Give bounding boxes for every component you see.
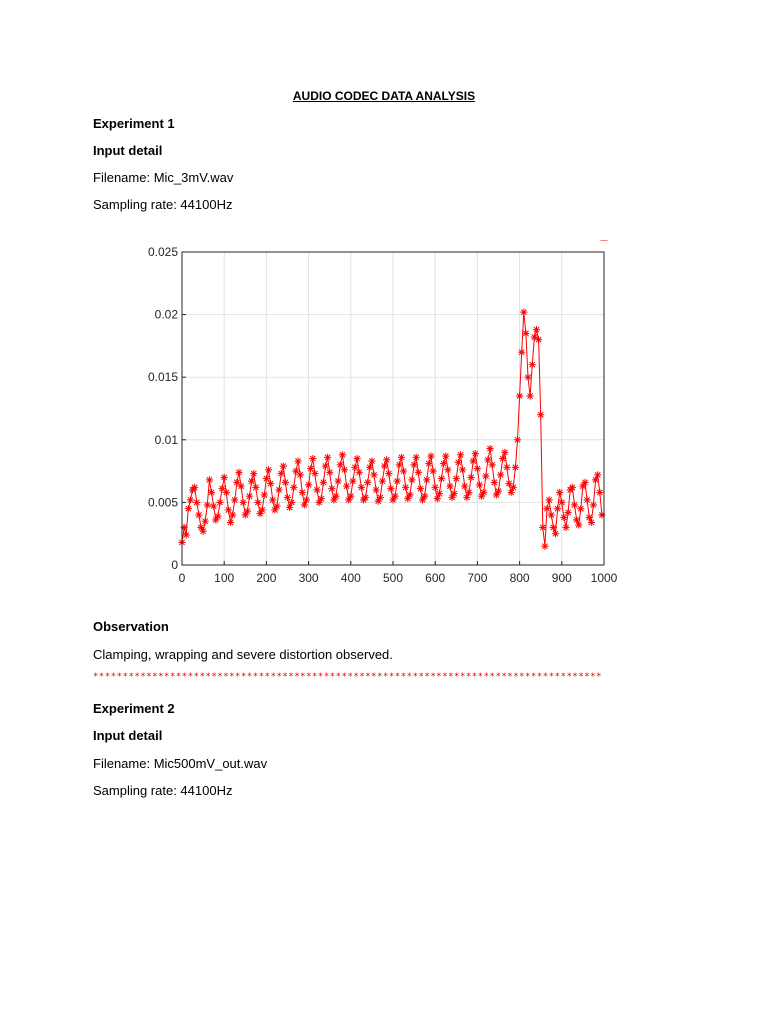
data-point bbox=[524, 374, 531, 381]
data-point bbox=[225, 506, 232, 513]
observation-heading: Observation bbox=[93, 619, 169, 634]
x-tick-label: 300 bbox=[298, 571, 319, 585]
data-point bbox=[499, 455, 506, 462]
data-point bbox=[383, 456, 390, 463]
data-point bbox=[436, 490, 443, 497]
data-point bbox=[411, 461, 418, 468]
experiment-1-heading: Experiment 1 bbox=[93, 116, 175, 131]
data-point bbox=[200, 528, 207, 535]
x-tick-label: 500 bbox=[382, 571, 404, 585]
data-point bbox=[328, 485, 335, 492]
data-point bbox=[187, 496, 194, 503]
x-tick-label: 400 bbox=[340, 571, 361, 585]
data-point bbox=[491, 479, 498, 486]
data-point bbox=[482, 473, 489, 480]
data-point bbox=[594, 471, 601, 478]
data-point bbox=[313, 486, 320, 493]
data-point bbox=[347, 493, 354, 500]
data-point bbox=[554, 505, 561, 512]
data-point bbox=[364, 479, 371, 486]
data-point bbox=[417, 485, 424, 492]
data-point bbox=[425, 460, 432, 467]
data-point bbox=[307, 465, 314, 472]
data-point bbox=[546, 496, 553, 503]
data-point bbox=[516, 392, 523, 399]
data-point bbox=[440, 460, 447, 467]
data-point bbox=[297, 471, 304, 478]
data-point bbox=[541, 543, 548, 550]
data-point bbox=[267, 480, 274, 487]
data-point bbox=[351, 464, 358, 471]
data-point bbox=[223, 489, 230, 496]
data-point bbox=[453, 475, 460, 482]
data-point bbox=[558, 499, 565, 506]
data-point bbox=[518, 349, 525, 356]
data-point bbox=[278, 470, 285, 477]
data-point bbox=[240, 499, 247, 506]
data-point bbox=[337, 461, 344, 468]
x-tick-label: 900 bbox=[551, 571, 572, 585]
data-point bbox=[322, 462, 329, 469]
data-point bbox=[565, 509, 572, 516]
data-point bbox=[476, 481, 483, 488]
data-point bbox=[183, 531, 190, 538]
data-point bbox=[191, 484, 198, 491]
data-point bbox=[387, 485, 394, 492]
data-point bbox=[408, 476, 415, 483]
data-point bbox=[335, 478, 342, 485]
data-point bbox=[432, 484, 439, 491]
y-tick-label: 0.01 bbox=[154, 432, 178, 447]
experiment-2-input-heading: Input detail bbox=[93, 728, 163, 743]
data-point bbox=[529, 361, 536, 368]
data-point bbox=[535, 336, 542, 343]
data-point bbox=[206, 476, 213, 483]
data-point bbox=[501, 449, 508, 456]
data-point bbox=[472, 450, 479, 457]
data-point bbox=[539, 524, 546, 531]
data-point bbox=[379, 478, 386, 485]
data-point bbox=[556, 489, 563, 496]
data-point bbox=[520, 308, 527, 315]
data-point bbox=[489, 461, 496, 468]
data-point bbox=[261, 491, 268, 498]
x-tick-label: 200 bbox=[256, 571, 277, 585]
data-point bbox=[577, 505, 584, 512]
data-point bbox=[512, 464, 519, 471]
data-point bbox=[204, 501, 211, 508]
data-point bbox=[394, 478, 401, 485]
data-point bbox=[237, 483, 244, 490]
data-point bbox=[429, 468, 436, 475]
data-point bbox=[588, 519, 595, 526]
data-point bbox=[381, 462, 388, 469]
data-point bbox=[503, 464, 510, 471]
data-point bbox=[299, 489, 306, 496]
y-tick-label: 0.005 bbox=[147, 495, 178, 510]
data-point bbox=[208, 489, 215, 496]
data-point bbox=[244, 508, 251, 515]
data-point bbox=[250, 470, 257, 477]
data-point bbox=[438, 475, 445, 482]
data-point bbox=[442, 452, 449, 459]
x-tick-label: 1000 bbox=[590, 571, 618, 585]
data-point bbox=[484, 456, 491, 463]
data-point bbox=[459, 466, 466, 473]
data-point bbox=[288, 499, 295, 506]
data-point bbox=[305, 481, 312, 488]
y-tick-label: 0.025 bbox=[147, 245, 178, 259]
data-point bbox=[320, 479, 327, 486]
data-point bbox=[398, 454, 405, 461]
data-point bbox=[366, 464, 373, 471]
data-point bbox=[343, 483, 350, 490]
data-point bbox=[284, 494, 291, 501]
data-point bbox=[467, 474, 474, 481]
data-point bbox=[280, 462, 287, 469]
y-tick-label: 0.02 bbox=[154, 307, 178, 322]
data-point bbox=[465, 489, 472, 496]
data-point bbox=[273, 503, 280, 510]
signal-chart bbox=[140, 240, 630, 590]
data-point bbox=[373, 486, 380, 493]
data-point bbox=[596, 489, 603, 496]
data-point bbox=[349, 478, 356, 485]
data-point bbox=[497, 471, 504, 478]
data-point bbox=[400, 468, 407, 475]
data-point bbox=[248, 478, 255, 485]
data-point bbox=[290, 484, 297, 491]
data-point bbox=[461, 483, 468, 490]
data-point bbox=[246, 493, 253, 500]
data-point bbox=[543, 505, 550, 512]
data-point bbox=[269, 496, 276, 503]
data-point bbox=[569, 484, 576, 491]
data-point bbox=[210, 503, 217, 510]
experiment-1-filename: Filename: Mic_3mV.wav bbox=[93, 170, 234, 185]
data-point bbox=[455, 459, 462, 466]
data-point bbox=[421, 493, 428, 500]
data-point bbox=[370, 471, 377, 478]
data-point bbox=[221, 474, 228, 481]
data-point bbox=[562, 524, 569, 531]
data-point bbox=[324, 454, 331, 461]
data-point bbox=[537, 411, 544, 418]
data-point bbox=[514, 436, 521, 443]
data-point bbox=[368, 457, 375, 464]
data-point bbox=[252, 484, 259, 491]
data-point bbox=[550, 524, 557, 531]
data-point bbox=[451, 490, 458, 497]
data-point bbox=[392, 493, 399, 500]
data-point bbox=[406, 491, 413, 498]
data-point bbox=[275, 486, 282, 493]
data-point bbox=[318, 495, 325, 502]
data-point bbox=[480, 489, 487, 496]
data-point bbox=[263, 475, 270, 482]
data-point bbox=[590, 501, 597, 508]
y-tick-label: 0 bbox=[171, 558, 178, 572]
data-point bbox=[522, 330, 529, 337]
observation-text: Clamping, wrapping and severe distortion observed. bbox=[93, 647, 393, 662]
data-point bbox=[446, 483, 453, 490]
data-point bbox=[560, 514, 567, 521]
experiment-2-filename: Filename: Mic500mV_out.wav bbox=[93, 756, 268, 771]
data-point bbox=[427, 452, 434, 459]
data-point bbox=[265, 466, 272, 473]
data-point bbox=[294, 457, 301, 464]
data-point bbox=[309, 455, 316, 462]
data-point bbox=[326, 469, 333, 476]
experiment-2-heading: Experiment 2 bbox=[93, 701, 175, 716]
data-point bbox=[358, 484, 365, 491]
data-point bbox=[341, 466, 348, 473]
data-point bbox=[552, 530, 559, 537]
x-tick-label: 600 bbox=[425, 571, 446, 585]
data-point bbox=[415, 469, 422, 476]
data-point bbox=[444, 466, 451, 473]
data-point bbox=[356, 469, 363, 476]
data-point bbox=[362, 494, 369, 501]
x-tick-label: 100 bbox=[214, 571, 235, 585]
data-point bbox=[470, 457, 477, 464]
data-point bbox=[385, 470, 392, 477]
x-tick-label: 700 bbox=[467, 571, 488, 585]
y-tick-label: 0.015 bbox=[147, 370, 178, 385]
x-tick-label: 800 bbox=[509, 571, 530, 585]
data-point bbox=[254, 499, 261, 506]
data-point bbox=[231, 496, 238, 503]
separator-line: ************************************************************************************** bbox=[93, 672, 602, 682]
x-tick-label: 0 bbox=[178, 571, 186, 585]
data-point bbox=[332, 493, 339, 500]
data-point bbox=[354, 455, 361, 462]
data-point bbox=[510, 484, 517, 491]
experiment-1-input-heading: Input detail bbox=[93, 143, 163, 158]
data-point bbox=[235, 469, 242, 476]
data-point bbox=[195, 511, 202, 518]
data-point bbox=[216, 499, 223, 506]
data-point bbox=[311, 470, 318, 477]
doc-title: AUDIO CODEC DATA ANALYSIS bbox=[292, 89, 476, 103]
data-point bbox=[303, 496, 310, 503]
data-point bbox=[474, 465, 481, 472]
experiment-1-sampling-rate: Sampling rate: 44100Hz bbox=[93, 197, 233, 212]
data-point bbox=[584, 496, 591, 503]
data-point bbox=[457, 451, 464, 458]
data-point bbox=[185, 505, 192, 512]
data-point bbox=[402, 484, 409, 491]
data-point bbox=[548, 511, 555, 518]
data-point bbox=[282, 479, 289, 486]
data-point bbox=[227, 519, 234, 526]
data-point bbox=[413, 454, 420, 461]
data-point bbox=[259, 506, 266, 513]
data-point bbox=[377, 494, 384, 501]
data-point bbox=[423, 476, 430, 483]
data-point bbox=[339, 451, 346, 458]
data-point bbox=[486, 445, 493, 452]
data-point bbox=[527, 392, 534, 399]
data-point bbox=[214, 513, 221, 520]
data-point bbox=[396, 461, 403, 468]
data-point bbox=[202, 518, 209, 525]
data-point bbox=[229, 511, 236, 518]
data-point bbox=[581, 479, 588, 486]
data-point bbox=[533, 326, 540, 333]
data-point bbox=[495, 488, 502, 495]
experiment-2-sampling-rate: Sampling rate: 44100Hz bbox=[93, 783, 233, 798]
data-point bbox=[575, 521, 582, 528]
data-point bbox=[193, 499, 200, 506]
data-point bbox=[571, 501, 578, 508]
